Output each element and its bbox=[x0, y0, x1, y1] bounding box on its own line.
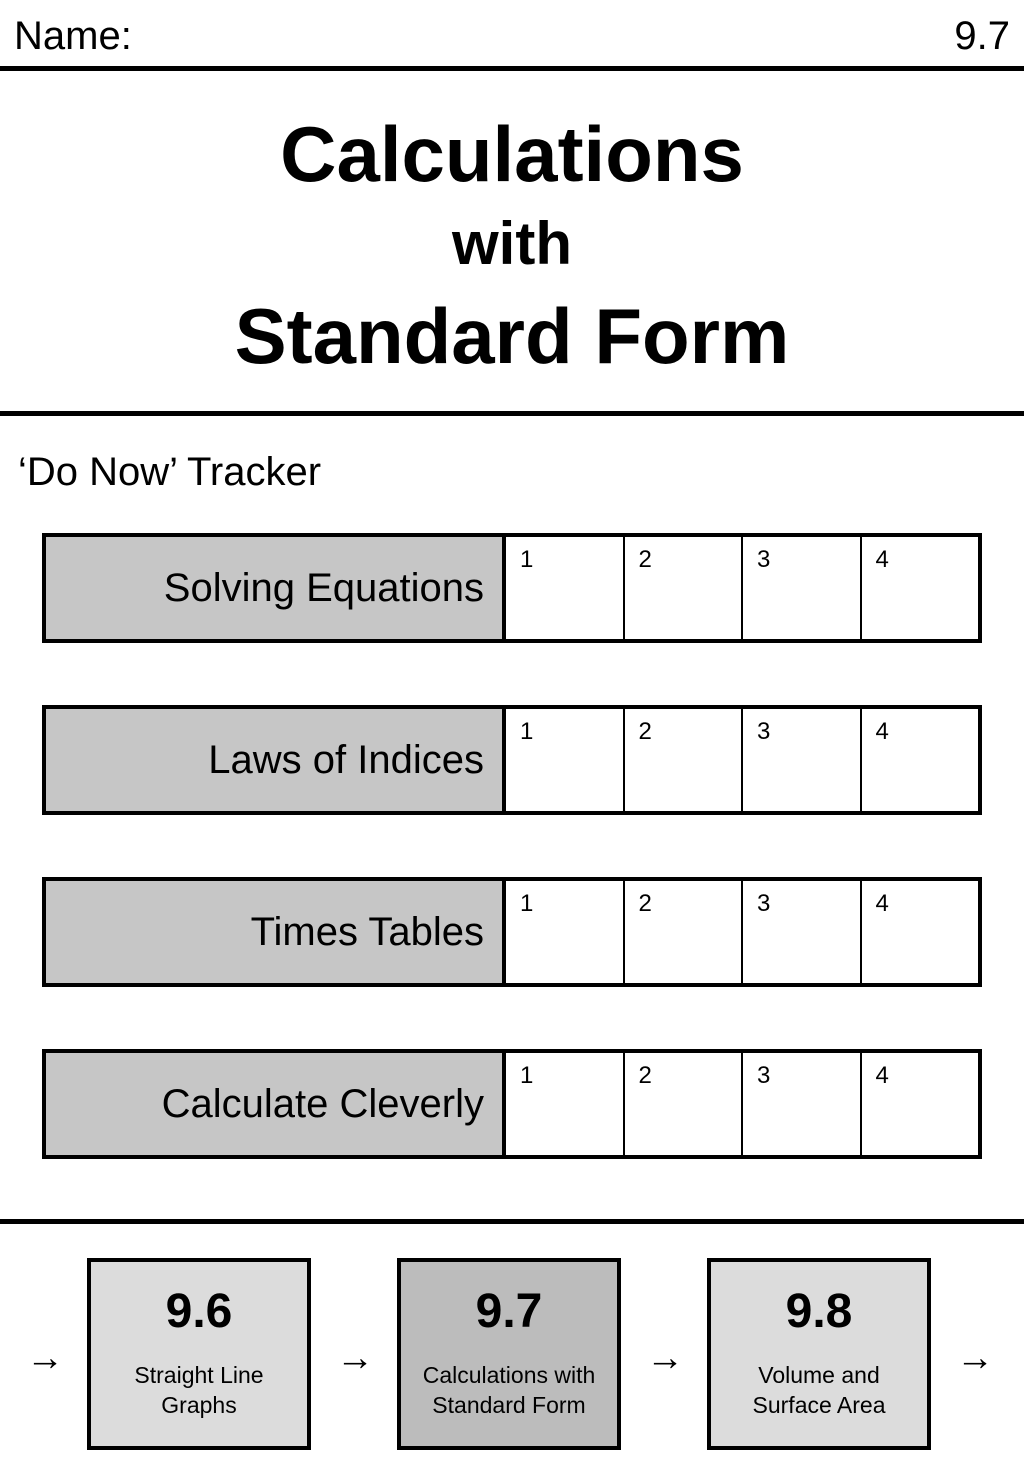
lesson-box-previous[interactable] bbox=[87, 1258, 311, 1450]
tracker-cell[interactable]: 1 bbox=[520, 890, 534, 917]
tracker-cell[interactable]: 1 bbox=[520, 546, 534, 573]
arrow-right-icon: → bbox=[956, 1337, 994, 1379]
tracker-row-label: Times Tables bbox=[46, 881, 506, 983]
tracker-cell[interactable]: 4 bbox=[860, 709, 979, 811]
tracker-cell[interactable]: 3 bbox=[741, 1053, 860, 1155]
tracker-row-label: Solving Equations bbox=[46, 537, 506, 639]
tracker-cell[interactable]: 4 bbox=[860, 1053, 979, 1155]
lesson-title: Calculations with Standard Form bbox=[422, 1362, 596, 1418]
lesson-code: 9.7 bbox=[954, 14, 1010, 58]
lesson-box-current[interactable] bbox=[397, 1258, 621, 1450]
tracker-cell[interactable]: 2 bbox=[623, 709, 742, 811]
tracker-cell[interactable]: 2 bbox=[623, 881, 742, 983]
tracker-row-label: Laws of Indices bbox=[46, 709, 506, 811]
arrow-right-icon: → bbox=[336, 1337, 374, 1379]
tracker-cell[interactable]: 3 bbox=[741, 709, 860, 811]
title-divider bbox=[0, 411, 1024, 416]
tracker-row-label: Calculate Cleverly bbox=[46, 1053, 506, 1155]
page-title-line-3: Standard Form bbox=[234, 292, 790, 380]
page-title-line-2: with bbox=[452, 210, 572, 277]
page-title-line-1: Calculations bbox=[280, 110, 744, 198]
tracker-cell[interactable]: 4 bbox=[860, 881, 979, 983]
lesson-code-label: 9.8 bbox=[785, 1285, 853, 1338]
tracker-cell[interactable]: 3 bbox=[741, 537, 860, 639]
lesson-code-label: 9.6 bbox=[165, 1285, 233, 1338]
tracker-row-solving-equations bbox=[42, 533, 982, 643]
tracker-row-calculate-cleverly bbox=[42, 1049, 982, 1159]
tracker-cell[interactable]: 2 bbox=[623, 537, 742, 639]
footer-divider bbox=[0, 1219, 1024, 1224]
tracker-cell[interactable]: 1 bbox=[520, 718, 534, 745]
tracker-row-times-tables bbox=[42, 877, 982, 987]
name-label: Name: bbox=[14, 14, 132, 58]
tracker-row-laws-of-indices bbox=[42, 705, 982, 815]
tracker-cell[interactable]: 4 bbox=[860, 537, 979, 639]
header-divider bbox=[0, 66, 1024, 71]
tracker-cell[interactable]: 3 bbox=[741, 881, 860, 983]
tracker-cell[interactable]: 2 bbox=[623, 1053, 742, 1155]
arrow-right-icon: → bbox=[26, 1337, 64, 1379]
tracker-heading: ‘Do Now’ Tracker bbox=[18, 450, 322, 494]
lesson-title: Straight Line Graphs bbox=[134, 1362, 264, 1418]
lesson-code-label: 9.7 bbox=[475, 1285, 543, 1338]
lesson-title: Volume and Surface Area bbox=[752, 1362, 886, 1418]
tracker-cell[interactable]: 1 bbox=[520, 1062, 534, 1089]
arrow-right-icon: → bbox=[646, 1337, 684, 1379]
lesson-box-next[interactable] bbox=[707, 1258, 931, 1450]
